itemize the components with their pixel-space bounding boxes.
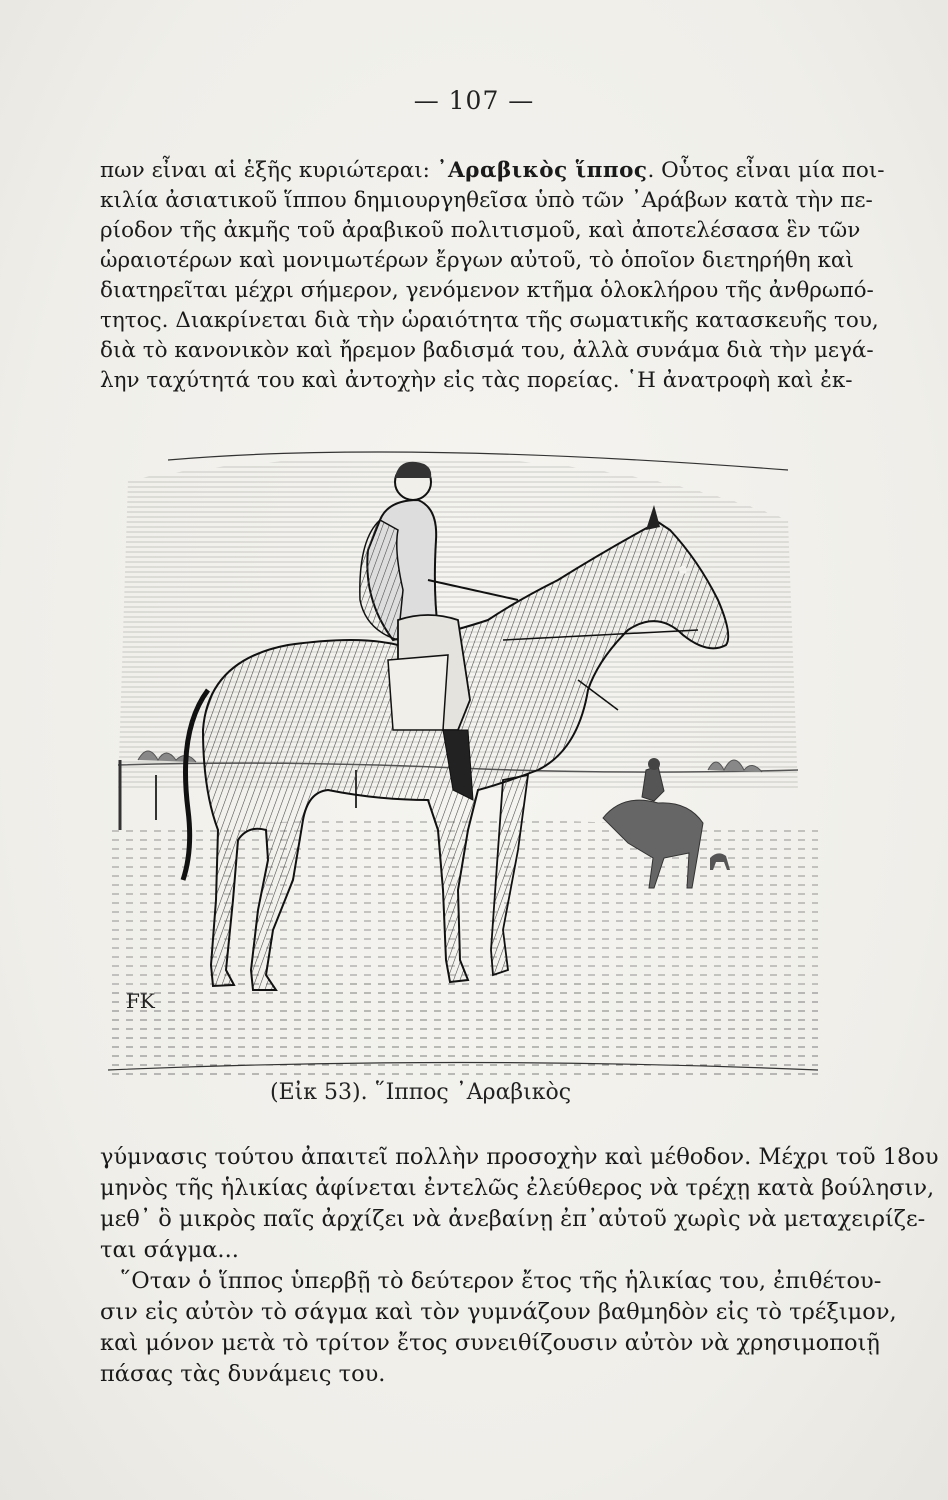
paragraph-line: διατηρεῖται μέχρι σήμερον, γενόμενον κτῆμα ὁλοκλήρου τῆς ἀνθρωπό- (100, 278, 874, 303)
monogram: FK (126, 989, 155, 1013)
paragraph-line: τητος. Διακρίνεται διὰ τὴν ὡραιότητα τῆς σωματικῆς κατασκευῆς του, (100, 308, 879, 333)
paragraph-line: μηνὸς τῆς ἡλικίας ἀφίνεται ἐντελῶς ἐλεύθερος νὰ τρέχῃ κατὰ βούλησιν, (100, 1175, 935, 1201)
line-text: πων εἶναι αἱ ἑξῆς κυριώτεραι: (100, 158, 437, 183)
paragraph-line: ὡραιοτέρων καὶ μονιμωτέρων ἔργων αὐτοῦ, τὸ ὁποῖον διετηρήθη καὶ (100, 248, 854, 273)
paragraph-line: λην ταχύτητά του καὶ ἀντοχὴν εἰς τὰς πορείας. ῾Η ἀνατροφὴ καὶ ἐκ- (100, 368, 853, 393)
paragraph-line: ῞Οταν ὁ ἵππος ὑπερβῇ τὸ δεύτερον ἔτος τῆς ἡλικίας του, ἐπιθέτου- (120, 1268, 882, 1294)
paragraph-line: σιν εἰς αὐτὸν τὸ σάγμα καὶ τὸν γυμνάζουν βαθμηδὸν εἰς τὸ τρέξιμον, (100, 1299, 897, 1325)
paragraph-line: ται σάγμα... (100, 1237, 239, 1263)
paragraph-line: καὶ μόνον μετὰ τὸ τρίτον ἔτος συνειθίζουσιν αὐτὸν νὰ χρησιμοποιῇ (100, 1330, 880, 1356)
paragraph-line: μεθ᾿ ὃ μικρὸς παῖς ἀρχίζει νὰ ἀνεβαίνῃ ἐπ᾿αὐτοῦ χωρὶς νὰ μεταχειρίζε- (100, 1206, 926, 1232)
section-heading: ᾿Αραβικὸς ἵππος (436, 158, 648, 183)
paragraph-line: κιλία ἀσιατικοῦ ἵππου δημιουργηθεῖσα ὑπὸ τῶν ᾿Αράβων κατὰ τὴν πε- (100, 188, 873, 213)
bottom-text (100, 1142, 939, 1390)
top-paragraph (100, 156, 885, 396)
paragraph-line: γύμνασις τούτου ἀπαιτεῖ πολλὴν προσοχὴν καὶ μέθοδον. Μέχρι τοῦ 18ου (100, 1144, 939, 1170)
figure-caption: (Εἰκ 53). ῞Ιππος ᾿Αραβικὸς (270, 1080, 572, 1105)
horse-engraving-figure (98, 430, 838, 1080)
line-text: . Οὗτος εἶναι μία ποι- (647, 158, 885, 183)
arabian-horse-illustration (98, 430, 838, 1080)
paragraph-line: διὰ τὸ κανονικὸν καὶ ἤρεμον βαδισμά του, ἀλλὰ συνάμα διὰ τὴν μεγά- (100, 338, 874, 363)
paragraph-line: πάσας τὰς δυνάμεις του. (100, 1361, 386, 1387)
page-number: — 107 — (413, 86, 535, 115)
paragraph-line: ρίοδον τῆς ἀκμῆς τοῦ ἀραβικοῦ πολιτισμοῦ, καὶ ἀποτελέσασα ἓν τῶν (100, 218, 861, 243)
paragraph-line (100, 156, 885, 186)
